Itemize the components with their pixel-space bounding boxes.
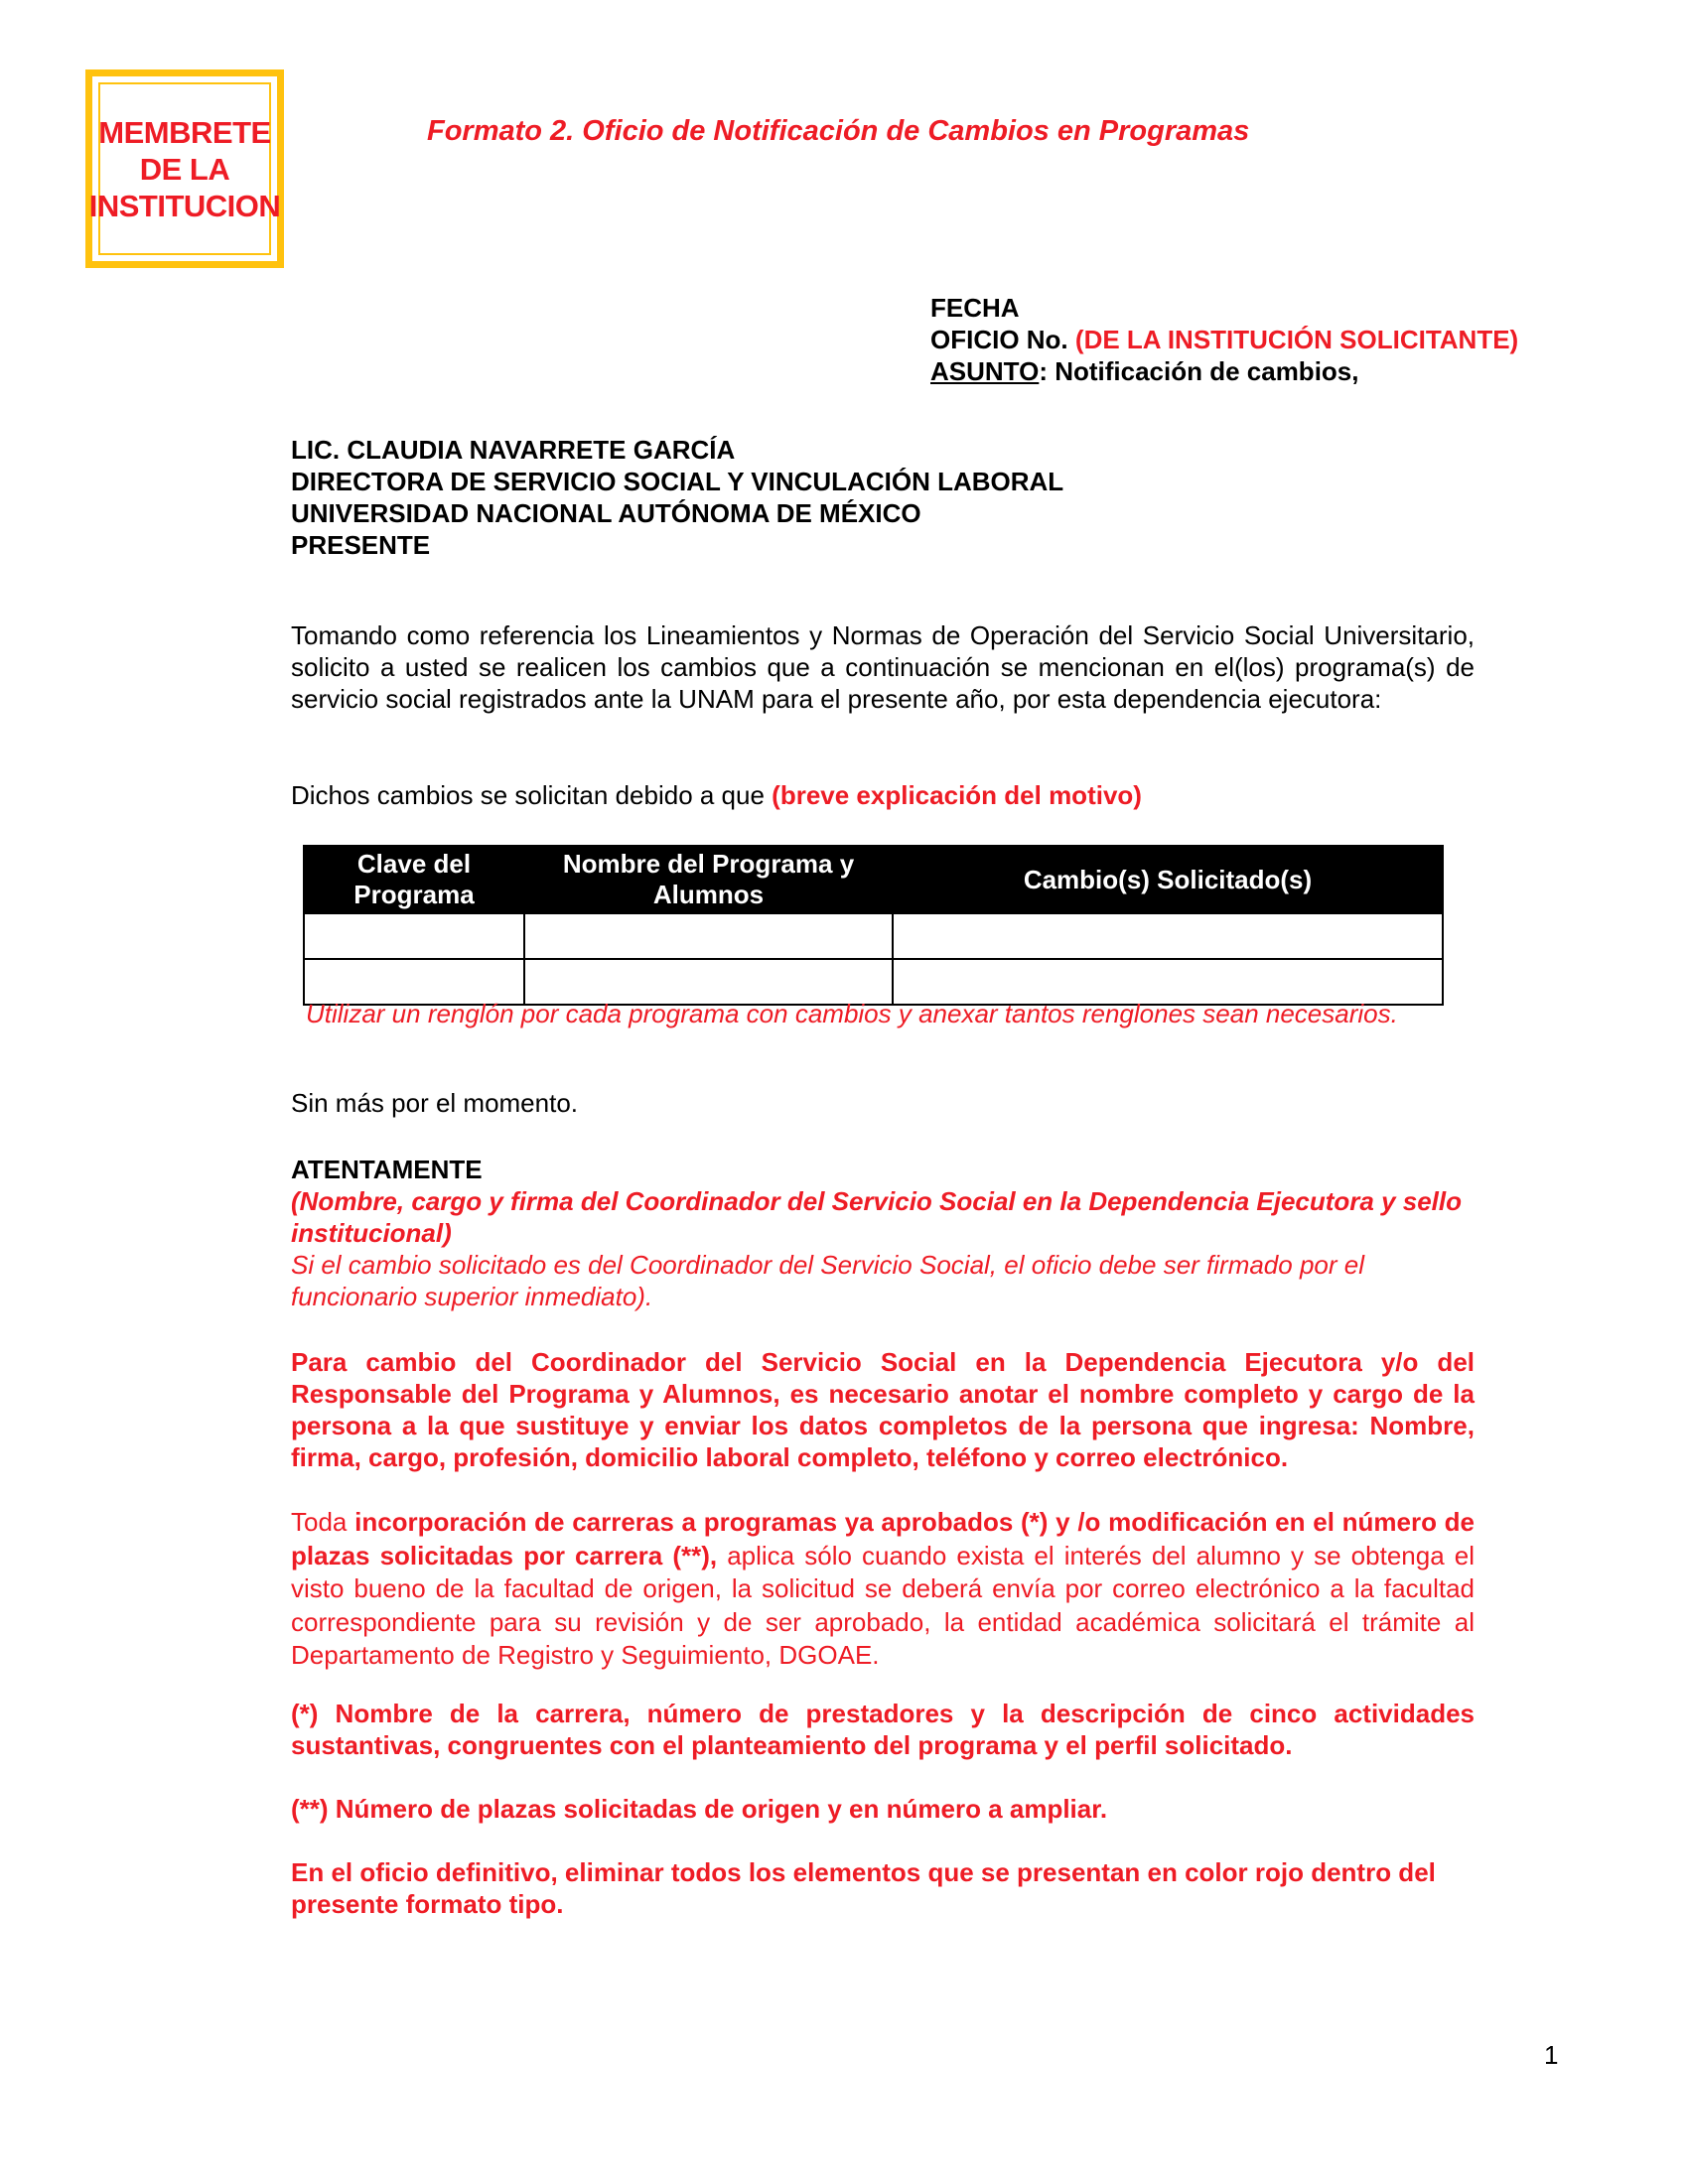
header-cambios: Cambio(s) Solicitado(s) (893, 846, 1443, 913)
signature-placeholder: (Nombre, cargo y firma del Coordinador del Servicio Social en la Dependencia Ejecutora y sello institucional) (291, 1186, 1463, 1248)
final-note: En el oficio definitivo, eliminar todos los elementos que se presentan en color rojo dentro del presente formato tipo. (291, 1857, 1436, 1919)
incorporation-instructions (291, 1506, 1475, 1673)
letterhead-box (85, 69, 284, 268)
addressee-name: LIC. CLAUDIA NAVARRETE GARCÍA (291, 435, 736, 465)
coordinator-change-instructions: Para cambio del Coordinador del Servicio Social en la Dependencia Ejecutora y/o del Responsable del Programa y Alumnos, es necesario anotar el nombre completo y cargo de la persona a la que sustituye y enviar los datos completos de la persona que ingresa: Nombre, firma, cargo, profesión, domicilio laboral completo, teléfono y correo electrónico. (291, 1347, 1475, 1472)
header-block (930, 292, 1518, 387)
incorporation-text-3: aplica sólo cuando exista el interés del alumno y se obtenga el visto bueno de la facultad de origen, la solicitud se deberá envía por correo electrónico a la facultad correspondiente para su revisión y de ser aprobado, la entidad académica solicitará el trámite al Departamento de Registro y Seguimiento, DGOAE. (291, 1540, 1475, 1670)
asunto-label: ASUNTO (930, 356, 1040, 386)
oficio-label: OFICIO No. (930, 325, 1068, 354)
reason-prefix: Dichos cambios se solicitan debido a que (291, 780, 773, 810)
signature-block (291, 1154, 1475, 1312)
table-cell[interactable] (304, 913, 524, 959)
incorporation-text-2: incorporación de carreras a programas ya aprobados (*) y /o modificación en el número de plazas solicitadas por carrera (**), (291, 1507, 1475, 1570)
table-note: Utilizar un renglón por cada programa con cambios y anexar tantos renglones sean necesarios. (306, 999, 1398, 1028)
reason-line (291, 779, 1475, 811)
header-nombre: Nombre del Programa y Alumnos (524, 846, 893, 913)
addressee-position: DIRECTORA DE SERVICIO SOCIAL Y VINCULACIÓN LABORAL (291, 467, 1064, 496)
footnote-places: (**) Número de plazas solicitadas de origen y en número a ampliar. (291, 1794, 1108, 1824)
addressee-block (291, 434, 1063, 561)
addressee-greeting: PRESENTE (291, 530, 431, 560)
signature-note: Si el cambio solicitado es del Coordinador del Servicio Social, el oficio debe ser firmado por el funcionario superior inmediato). (291, 1250, 1364, 1311)
table-cell[interactable] (524, 913, 893, 959)
asunto-line (930, 355, 1518, 387)
letterhead-text: MEMBRETE DE LA INSTITUCION (98, 82, 271, 255)
asunto-value: : Notificación de cambios, (1039, 356, 1359, 386)
oficio-line (930, 324, 1518, 355)
footnote-careers: (*) Nombre de la carrera, número de prestadores y la descripción de cinco actividades sustantivas, congruentes con el planteamiento del programa y el perfil solicitado. (291, 1699, 1475, 1760)
intro-paragraph: Tomando como referencia los Lineamientos y Normas de Operación del Servicio Social Universitario, solicito a usted se realicen los cambios que a continuación se mencionan en el(los) programa(s) de servicio social registrados ante la UNAM para el presente año, por esta dependencia ejecutora: (291, 620, 1475, 714)
incorporation-text-1: Toda (291, 1507, 355, 1537)
document-title: Formato 2. Oficio de Notificación de Cambios en Programas (427, 115, 1250, 147)
table-row (304, 913, 1443, 959)
fecha-label: FECHA (930, 293, 1020, 323)
reason-placeholder: (breve explicación del motivo) (772, 780, 1142, 810)
atentamente: ATENTAMENTE (291, 1155, 483, 1184)
oficio-value: (DE LA INSTITUCIÓN SOLICITANTE) (1074, 325, 1519, 354)
addressee-institution: UNIVERSIDAD NACIONAL AUTÓNOMA DE MÉXICO (291, 498, 921, 528)
table-cell[interactable] (893, 913, 1443, 959)
header-clave: Clave del Programa (304, 846, 524, 913)
page-number: 1 (1544, 2040, 1559, 2070)
table-header-row (304, 846, 1443, 913)
closing-text: Sin más por el momento. (291, 1088, 579, 1118)
changes-table (303, 845, 1444, 1006)
